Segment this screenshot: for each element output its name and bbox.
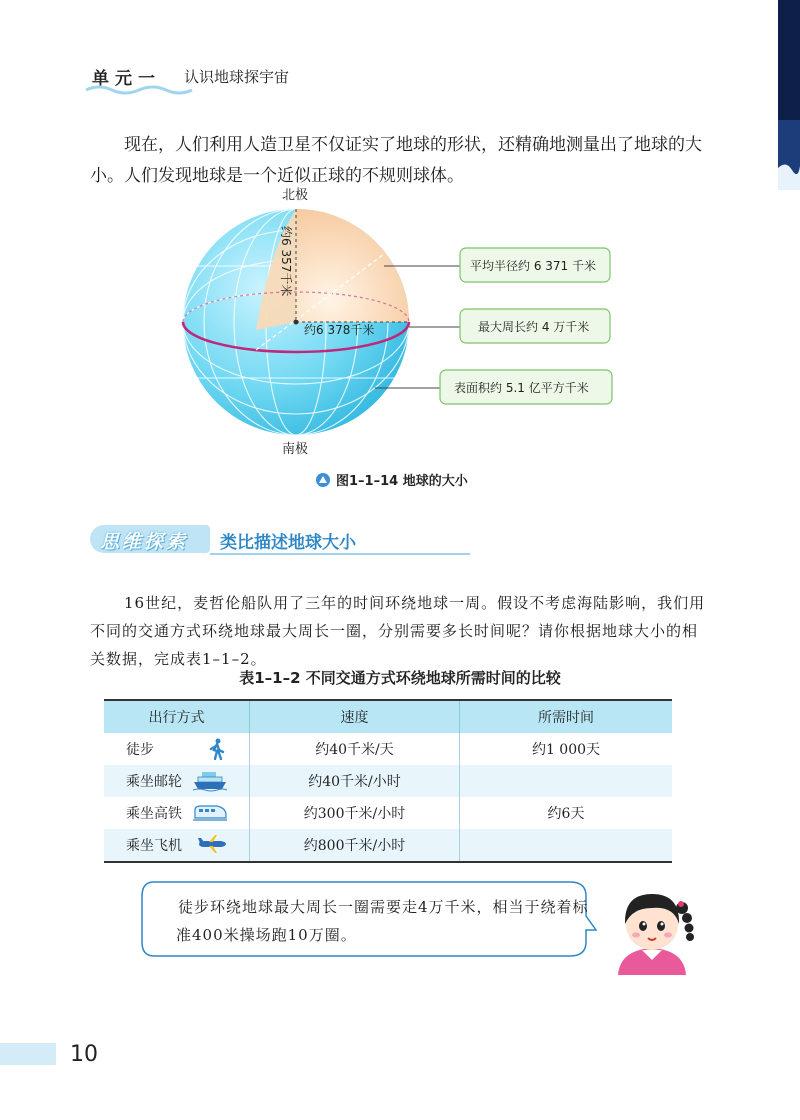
page-tab-decoration <box>0 1043 56 1065</box>
header-speed: 速度 <box>250 700 460 733</box>
mode-cell <box>104 733 250 765</box>
walking-person-icon <box>207 738 227 760</box>
page-number: 10 <box>70 1042 98 1067</box>
section-title: 类比描述地球大小 <box>220 533 356 553</box>
speed-cell: 约300千米/小时 <box>250 797 460 829</box>
mode-cell <box>104 765 250 797</box>
section-tag: 思维探索 <box>100 531 189 553</box>
earth-size-diagram <box>0 0 800 470</box>
callout-mean-radius: 平均半径约 6 371 千米 <box>470 259 596 273</box>
high-speed-train-icon <box>193 802 227 822</box>
airplane-icon <box>197 834 227 854</box>
header-mode: 出行方式 <box>104 700 250 733</box>
mode-label: 乘坐高铁 <box>126 806 182 822</box>
table-row <box>104 733 672 765</box>
mode-label: 乘坐邮轮 <box>126 774 182 790</box>
mode-label: 乘坐飞机 <box>126 838 182 854</box>
header-time: 所需时间 <box>460 700 673 733</box>
mode-label: 徒步 <box>126 742 154 758</box>
figure-caption-text: 图1–1–14 地球的大小 <box>336 474 468 489</box>
speed-cell: 约800千米/小时 <box>250 829 460 862</box>
speed-cell: 约40千米/天 <box>250 733 460 765</box>
girl-character-illustration <box>608 880 698 980</box>
table-row <box>104 765 672 797</box>
mode-cell <box>104 797 250 829</box>
cruise-ship-icon <box>193 770 227 792</box>
speech-bubble-text: 徒步环绕地球最大周长一圈需要走4万千米，相当于绕着标准400米操场跑10万圈。 <box>176 898 589 944</box>
north-pole-label: 北极 <box>282 188 309 203</box>
polar-radius-label: 约6 357千米 <box>279 226 293 297</box>
time-cell: 约6天 <box>460 797 673 829</box>
time-cell <box>460 765 673 797</box>
mode-cell <box>104 829 250 862</box>
time-cell <box>460 829 673 862</box>
figure-caption <box>316 470 468 489</box>
section-underline <box>210 553 470 555</box>
south-pole-label: 南极 <box>282 442 309 457</box>
intro-paragraph: 现在，人们利用人造卫星不仅证实了地球的形状，还精确地测量出了地球的大小。人们发现地球是一个近似正球的不规则球体。 <box>90 135 702 186</box>
callout-surface-area: 表面积约 5.1 亿平方千米 <box>454 381 589 395</box>
speed-cell: 约40千米/小时 <box>250 765 460 797</box>
equatorial-radius-label: 约6 378千米 <box>304 323 375 337</box>
table-row <box>104 829 672 862</box>
caption-marker-icon <box>316 473 330 487</box>
table-header-row <box>104 700 672 733</box>
unit-title: 认识地球探宇宙 <box>184 68 290 86</box>
callout-max-circumference: 最大周长约 4 万千米 <box>478 320 590 334</box>
unit-label: 单元一 <box>92 69 161 89</box>
comparison-table <box>104 699 672 863</box>
table-title: 表1–1–2 不同交通方式环绕地球所需时间的比较 <box>239 669 561 687</box>
time-cell: 约1 000天 <box>460 733 673 765</box>
section-paragraph: 16世纪，麦哲伦船队用了三年的时间环绕地球一周。假设不考虑海陆影响，我们用不同的交通方式环绕地球最大周长一圈，分别需要多长时间呢？请你根据地球大小的相关数据，完成表1–1–2。 <box>90 594 706 668</box>
table-row <box>104 797 672 829</box>
